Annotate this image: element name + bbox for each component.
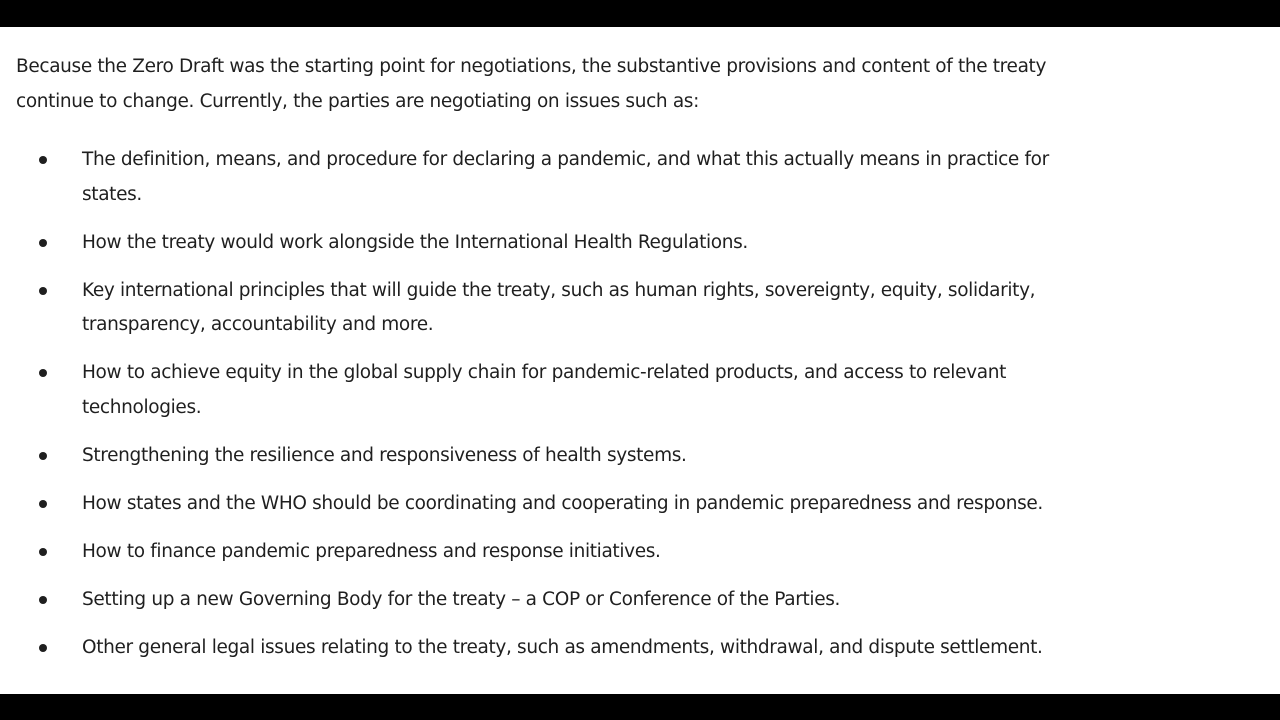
list-item <box>0 439 1102 474</box>
bullet-icon <box>39 239 47 247</box>
negotiation-issues-list <box>0 143 1280 679</box>
bullet-icon <box>39 500 47 508</box>
list-item-text: Other general legal issues relating to the treaty, such as amendments, withdrawal, and dispute settlement. <box>82 636 1043 658</box>
list-item-text: The definition, means, and procedure for declaring a pandemic, and what this actually means in practice for states. <box>82 149 1049 205</box>
list-item-text: Setting up a new Governing Body for the treaty – a COP or Conference of the Parties. <box>82 588 841 610</box>
bullet-icon <box>39 452 47 460</box>
list-item-text: How to achieve equity in the global supply chain for pandemic-related products, and access to relevant technologies. <box>82 362 1006 418</box>
list-item <box>0 143 1102 212</box>
list-item-text: How states and the WHO should be coordinating and cooperating in pandemic preparedness and response. <box>82 492 1043 514</box>
list-item-text: How the treaty would work alongside the International Health Regulations. <box>82 231 748 253</box>
list-item <box>0 274 1102 343</box>
article-body <box>0 27 1280 694</box>
intro-paragraph: Because the Zero Draft was the starting point for negotiations, the substantive provisions and content of the treaty continue to change. Currently, the parties are negotiating on issues such as: <box>16 56 1047 112</box>
list-item-text: Strengthening the resilience and responsiveness of health systems. <box>82 444 687 466</box>
bullet-icon <box>39 369 47 377</box>
bullet-icon <box>39 596 47 604</box>
list-item <box>0 583 1102 618</box>
bullet-icon <box>39 287 47 295</box>
list-item-text: How to finance pandemic preparedness and response initiatives. <box>82 540 661 562</box>
list-item <box>0 487 1102 522</box>
list-item-text: Key international principles that will guide the treaty, such as human rights, sovereignty, equity, solidarity, transparency, accountability and more. <box>82 279 1036 335</box>
bullet-icon <box>39 156 47 164</box>
bullet-icon <box>39 644 47 652</box>
list-item <box>0 631 1102 666</box>
list-item <box>0 356 1102 425</box>
list-item <box>0 535 1102 570</box>
list-item <box>0 226 1102 261</box>
bullet-icon <box>39 548 47 556</box>
